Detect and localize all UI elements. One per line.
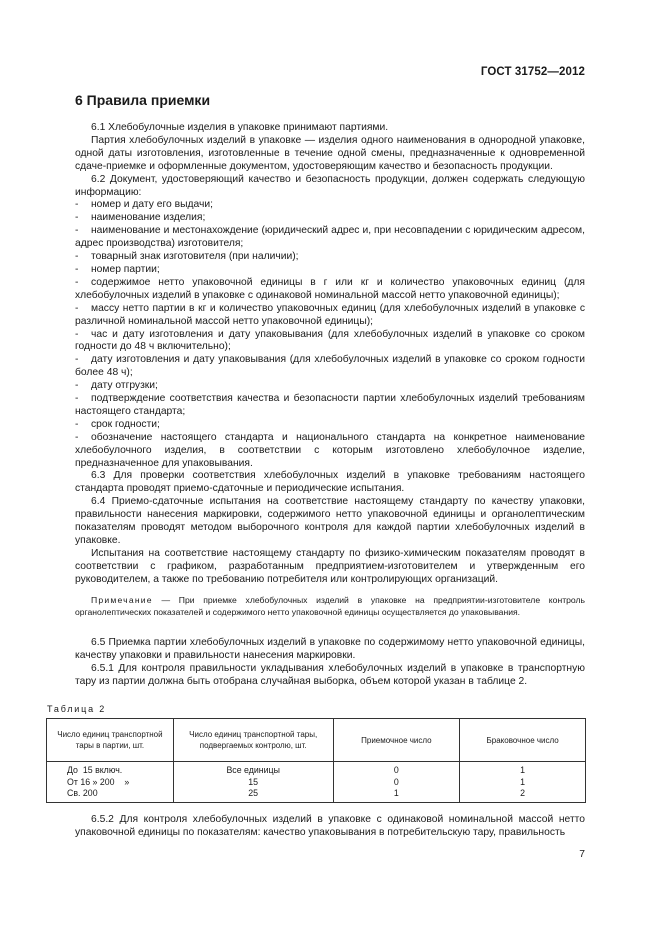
- list-item: - товарный знак изготовителя (при наличии);: [75, 251, 299, 263]
- list-item: - содержимое нетто упаковочной единицы в г или кг и количество упаковочных единиц (для хлебобулочных изделий в упаковке с одинаковой номинальной массой нетто упаковочной единицы);: [75, 276, 585, 301]
- table-header-row: [47, 719, 586, 762]
- text-block-6-5-2: [75, 814, 585, 840]
- table-cell: 1: [333, 788, 460, 802]
- sampling-table: [46, 718, 586, 803]
- list-dash: -: [75, 251, 79, 263]
- list-dash: -: [75, 354, 79, 366]
- table-header-cell: Браковочное число: [460, 719, 586, 762]
- table-cell: 2: [460, 788, 586, 802]
- paragraph-6-2: 6.2 Документ, удостоверяющий качество и безопасность продукции, должен содержать следующую информацию:: [75, 173, 585, 198]
- paragraph-6-5: 6.5 Приемка партии хлебобулочных изделий в упаковке по содержимому нетто упаковочной единицы, качеству упаковки и правильности нанесения маркировки.: [75, 637, 585, 661]
- table-cell: 1: [460, 762, 586, 777]
- list-item: - дату изготовления и дату упаковывания (для хлебобулочных изделий в упаковке со сроком годности более 48 ч);: [75, 354, 585, 379]
- paragraph-6-1: 6.1 Хлебобулочные изделия в упаковке принимают партиями.: [91, 122, 389, 133]
- list-dash: -: [75, 328, 79, 340]
- list-dash: -: [75, 380, 79, 392]
- list-item: - номер и дату его выдачи;: [75, 199, 213, 211]
- table-row: [47, 762, 586, 777]
- list-item: - наименование и местонахождение (юридический адрес и, при несовпадении с юридическим адресом, адрес производства) изготовителя;: [75, 225, 585, 250]
- table-cell: До 15 включ.: [47, 762, 174, 777]
- table-cell: 0: [333, 777, 460, 789]
- list-dash: -: [75, 212, 79, 224]
- note: [75, 594, 585, 618]
- list-item: - дату отгрузки;: [75, 380, 158, 392]
- paragraph-6-4: 6.4 Приемо-сдаточные испытания на соответствие настоящему стандарту по качеству упаковки, правильности нанесения маркировки, содержимого нетто упаковочной единицы и органолептическим показателям проводят методом выборочного контроля для каждой партии хлебобулочных изделий в упаковке.: [75, 496, 585, 546]
- paragraph-6-5-2: 6.5.2 Для контроля хлебобулочных изделий в упаковке с одинаковой номинальной массой нетто упаковочной единицы по показателям: качество упаковывания в потребительскую тару, правильность: [75, 814, 585, 838]
- paragraph-6-3: 6.3 Для проверки соответствия хлебобулочных изделий в упаковке требованиям настоящего стандарта проводят приемо-сдаточные и периодические испытания.: [75, 470, 585, 495]
- standard-code: ГОСТ 31752—2012: [480, 66, 585, 78]
- list-item: - массу нетто партии в кг и количество упаковочных единиц (для хлебобулочных изделий в упаковке с различной номинальной массой нетто упаковочной единицы);: [75, 302, 585, 327]
- list-item: - обозначение настоящего стандарта и национального стандарта на конкретное наименование хлебобулочного изделия, в соответствии с которым изготовлено хлебобулочное изделие, предназначенное для упаковывания.: [75, 431, 585, 469]
- paragraph-batch-definition: Партия хлебобулочных изделий в упаковке — изделия одного наименования в однородной упаковке, одной даты изготовления, изготовленные в течение одной смены, предназначенные к одновременной сдаче-приемке и оформленные документом, удостоверяющим качество и безопасность продукции.: [75, 134, 585, 172]
- text-block-6-5: [75, 637, 585, 689]
- list-item: - срок годности;: [75, 418, 160, 430]
- list-item: - номер партии;: [75, 263, 160, 275]
- table-caption: Таблица 2: [47, 704, 106, 714]
- table-cell: Св. 200: [47, 788, 174, 802]
- note-label: Примечание: [91, 595, 153, 605]
- list-item: - час и дату изготовления и дату упаковывания (для хлебобулочных изделий в упаковке со сроком годности до 48 ч включительно);: [75, 328, 585, 353]
- paragraph-physchem-tests: Испытания на соответствие настоящему стандарту по физико-химическим показателям проводят в соответствии с графиком, разработанным предприятием-изготовителем и утвержденным его руководителем, а также по требованию потребителя или контролирующих организаций.: [75, 547, 585, 585]
- table-row: [47, 788, 586, 802]
- list-dash: -: [75, 302, 79, 314]
- list-item: - наименование изделия;: [75, 212, 206, 224]
- paragraph-6-5-1: 6.5.1 Для контроля правильности укладывания хлебобулочных изделий в упаковке в транспортную тару из партии должна быть отобрана случайная выборка, объем которой указан в таблице 2.: [75, 662, 585, 687]
- table-cell: 15: [173, 777, 333, 789]
- table-cell: Все единицы: [173, 762, 333, 777]
- list-dash: -: [75, 418, 79, 430]
- table-cell: 25: [173, 788, 333, 802]
- table-header-cell: Число единиц транспортной тары в партии, шт.: [47, 719, 174, 762]
- section-title: 6 Правила приемки: [75, 92, 211, 108]
- list-dash: -: [75, 431, 79, 443]
- list-dash: -: [75, 263, 79, 275]
- list-dash: -: [75, 225, 79, 237]
- page-number: 7: [579, 849, 585, 860]
- table-cell: 0: [333, 762, 460, 777]
- list-dash: -: [75, 276, 79, 288]
- list-dash: -: [75, 393, 79, 405]
- list-item: - подтверждение соответствия качества и безопасности партии хлебобулочных изделий требованиям настоящего стандарта;: [75, 393, 585, 417]
- text-block-intro: [75, 122, 585, 587]
- table-header-cell: Приемочное число: [333, 719, 460, 762]
- table-row: [47, 777, 586, 789]
- list-dash: -: [75, 199, 79, 211]
- table-cell: 1: [460, 777, 586, 789]
- note-text: — При приемке хлебобулочных изделий в упаковке на предприятии-изготовителе контроль органолептических показателей и содержимого нетто упаковочной единицы осуществляется до упаковывания.: [75, 595, 585, 617]
- table-header-cell: Число единиц транспортной тары, подвергаемых контролю, шт.: [173, 719, 333, 762]
- table-cell: От 16 » 200 »: [47, 777, 174, 789]
